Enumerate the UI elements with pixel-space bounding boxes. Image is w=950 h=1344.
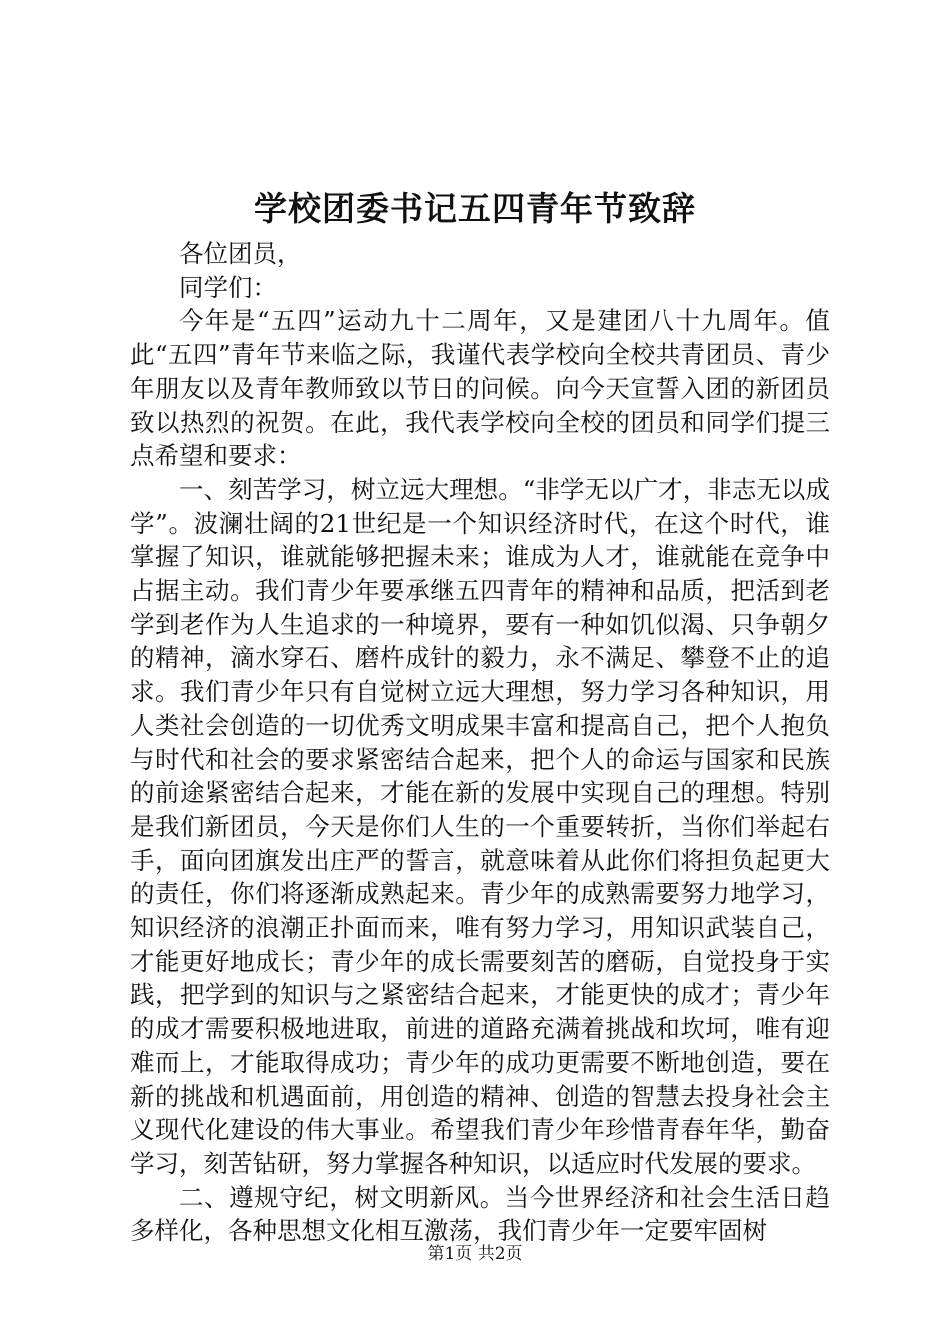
document-body <box>130 237 830 1248</box>
body-paragraph: 一、刻苦学习，树立远大理想。“非学无以广才，非志无以成学”。波澜壮阔的21世纪是一个知识经济时代，在这个时代，谁掌握了知识，谁就能够把握未来；谁成为人才，谁就能在竞争中占据主动。我们青少年要承继五四青年的精神和品质，把活到老学到老作为人生追求的一种境界，要有一种如饥似渴、只争朝夕的精神，滴水穿石、磨杵成针的毅力，永不满足、攀登不止的追求。我们青少年只有自觉树立远大理想，努力学习各种知识，用人类社会创造的一切优秀文明成果丰富和提高自己，把个人抱负与时代和社会的要求紧密结合起来，把个人的命运与国家和民族的前途紧密结合起来，才能在新的发展中实现自己的理想。特别是我们新团员，今天是你们人生的一个重要转折，当你们举起右手，面向团旗发出庄严的誓言，就意味着从此你们将担负起更大的责任，你们将逐渐成熟起来。青少年的成熟需要努力地学习，知识经济的浪潮正扑面而来，唯有努力学习，用知识武装自己，才能更好地成长；青少年的成长需要刻苦的磨砺，自觉投身于实践，把学到的知识与之紧密结合起来，才能更快的成才；青少年的成才需要积极地进取，前进的道路充满着挑战和坎坷，唯有迎难而上，才能取得成功；青少年的成功更需要不断地创造，要在新的挑战和机遇面前，用创造的精神、创造的智慧去投身社会主义现代化建设的伟大事业。希望我们青少年珍惜青春年华，勤奋学习，刻苦钻研，努力掌握各种知识，以适应时代发展的要求。 <box>130 474 830 1178</box>
page-footer: 第1页 共2页 <box>427 1244 523 1264</box>
document-title: 学校团委书记五四青年节致辞 <box>254 189 696 228</box>
body-paragraph: 今年是“五四”运动九十二周年，又是建团八十九周年。值此“五四”青年节来临之际，我谨代表学校向全校共青团员、青少年朋友以及青年教师致以节日的问候。向今天宣誓入团的新团员致以热烈的祝贺。在此，我代表学校向全校的团员和同学们提三点希望和要求： <box>130 306 830 471</box>
body-paragraph: 二、遵规守纪，树文明新风。当今世界经济和社会生活日趋多样化，各种思想文化相互激荡，我们青少年一定要牢固树 <box>130 1182 830 1246</box>
salutation-line: 同学们： <box>179 272 277 302</box>
salutation-line: 各位团员， <box>179 239 302 268</box>
